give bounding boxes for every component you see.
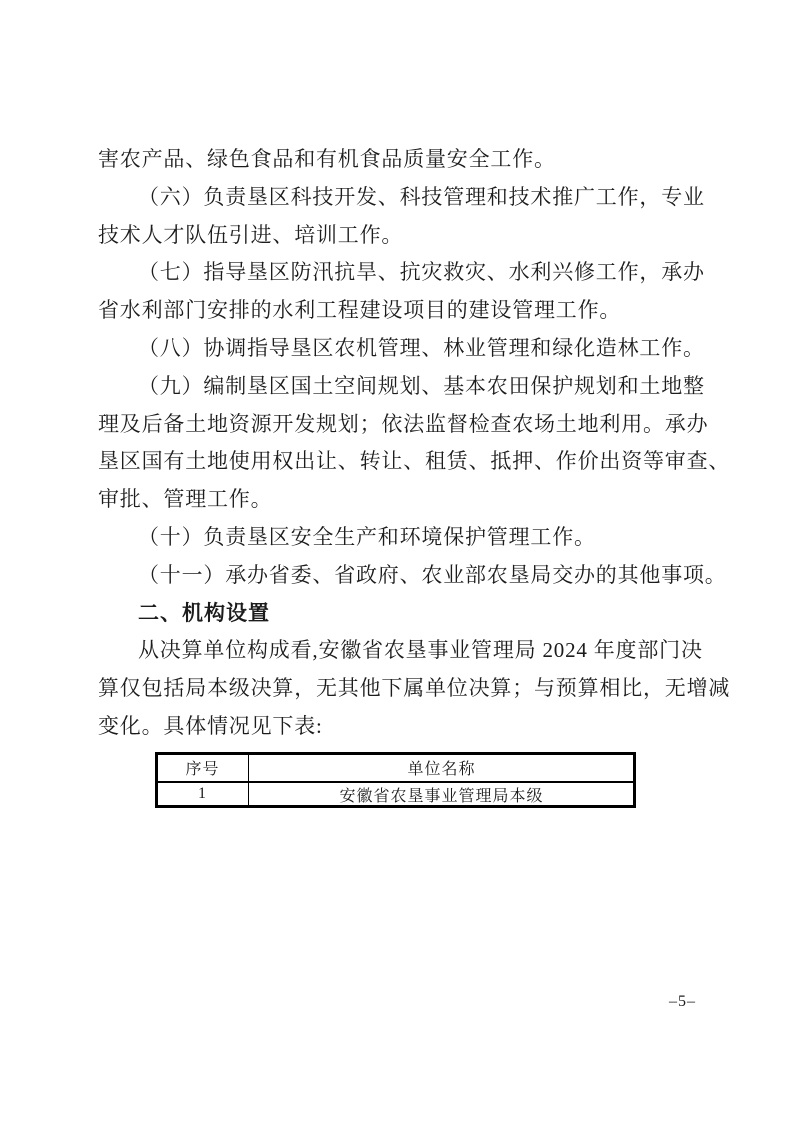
body-line: （十一）承办省委、省政府、农业部农垦局交办的其他事项。: [138, 562, 727, 587]
body-line: （七）指导垦区防汛抗旱、抗灾救灾、水利兴修工作，承办: [138, 260, 705, 285]
body-line: 变化。具体情况见下表:: [98, 713, 323, 738]
body-line: 垦区国有土地使用权出让、转让、租赁、抵押、作价出资等审查、: [98, 449, 731, 474]
table-cell-index: 1: [156, 782, 249, 807]
unit-list-table: [155, 752, 636, 808]
body-line: （六）负责垦区科技开发、科技管理和技术推广工作，专业: [138, 184, 705, 209]
body-line: 算仅包括局本级决算，无其他下属单位决算；与预算相比，无增减: [98, 676, 731, 701]
table-cell-unit-name: 安徽省农垦事业管理局本级: [249, 782, 636, 807]
body-line: （九）编制垦区国土空间规划、基本农田保护规划和土地整: [138, 373, 705, 398]
body-line: 省水利部门安排的水利工程建设项目的建设管理工作。: [98, 298, 622, 323]
body-line: 审批、管理工作。: [98, 487, 273, 512]
body-line: （八）协调指导垦区农机管理、林业管理和绿化造林工作。: [138, 335, 705, 360]
body-line: 害农产品、绿色食品和有机食品质量安全工作。: [98, 147, 556, 171]
body-line: 理及后备土地资源开发规划；依法监督检查农场土地利用。承办: [98, 411, 709, 436]
table-header-unit-name: 单位名称: [249, 753, 636, 782]
body-line: 从决算单位构成看,安徽省农垦事业管理局 2024 年度部门决: [138, 638, 703, 663]
table-header-index: 序号: [156, 753, 249, 782]
body-line: 技术人才队伍引进、培训工作。: [98, 222, 404, 247]
table-row: [156, 782, 635, 807]
section-heading: 二、机构设置: [138, 601, 270, 625]
document-body: [98, 141, 730, 808]
table-header-row: [156, 753, 635, 782]
page-number: –5–: [669, 993, 696, 1010]
body-line: （十）负责垦区安全生产和环境保护管理工作。: [138, 524, 596, 549]
